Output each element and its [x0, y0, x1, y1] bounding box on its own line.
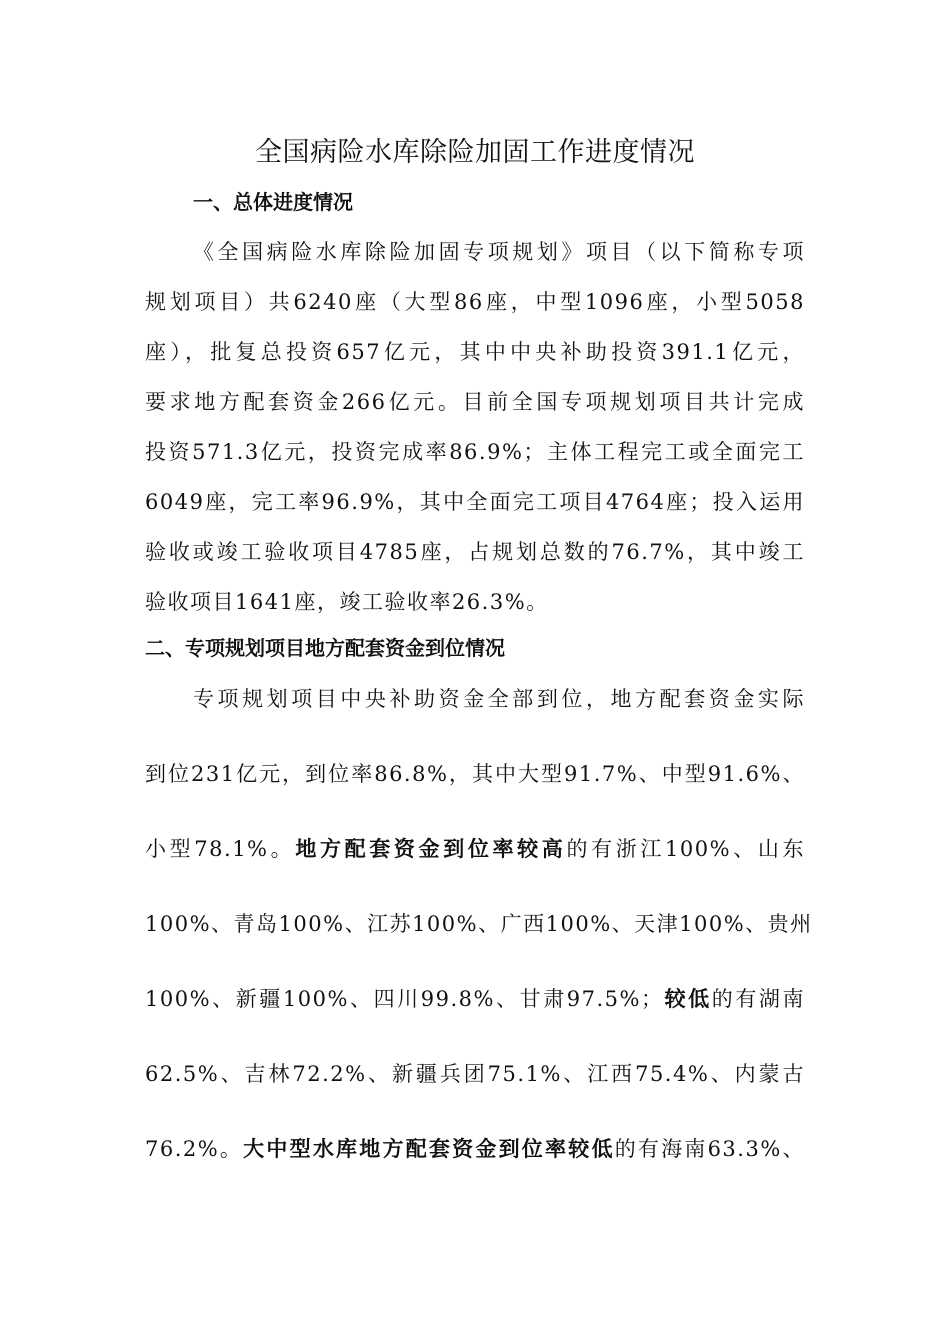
page-title: 全国病险水库除险加固工作进度情况 — [255, 137, 695, 168]
paragraph-line: 《全国病险水库除险加固专项规划》项目（以下简称专项 — [193, 240, 805, 264]
text-run: 的有海南63.3%、 — [614, 1137, 805, 1161]
text-run: 小型78.1%。 — [145, 837, 296, 861]
paragraph-line: 座），批复总投资657亿元，其中中央补助投资391.1亿元， — [145, 340, 805, 364]
paragraph-line: 要求地方配套资金266亿元。目前全国专项规划项目共计完成 — [145, 390, 805, 414]
paragraph-line — [145, 834, 805, 864]
paragraph-line: 规划项目）共6240座（大型86座，中型1096座，小型5058 — [145, 290, 805, 314]
paragraph-line — [145, 1134, 805, 1164]
paragraph-line: 100%、青岛100%、江苏100%、广西100%、天津100%、贵州 — [145, 912, 813, 936]
text-run: 的有浙江100%、山东 — [566, 837, 806, 861]
bold-text-run: 大中型水库地方配套资金到位率较低 — [243, 1136, 615, 1161]
paragraph-line: 验收或竣工验收项目4785座，占规划总数的76.7%，其中竣工 — [145, 540, 805, 564]
section-heading-local-funds: 二、专项规划项目地方配套资金到位情况 — [145, 636, 505, 660]
paragraph-line — [145, 984, 805, 1014]
paragraph-line: 6049座，完工率96.9%，其中全面完工项目4764座；投入运用 — [145, 490, 805, 514]
text-run: 的有湖南 — [711, 987, 805, 1011]
paragraph-line: 专项规划项目中央补助资金全部到位，地方配套资金实际 — [193, 687, 805, 711]
paragraph-line: 验收项目1641座，竣工验收率26.3%。 — [145, 590, 549, 614]
bold-text-run: 较低 — [663, 986, 712, 1011]
text-run: 100%、新疆100%、四川99.8%、甘肃97.5%； — [145, 987, 664, 1011]
bold-text-run: 地方配套资金到位率较高 — [295, 836, 567, 861]
paragraph-line: 62.5%、吉林72.2%、新疆兵团75.1%、江西75.4%、内蒙古 — [145, 1062, 805, 1086]
section-heading-overall-progress: 一、总体进度情况 — [193, 190, 353, 214]
text-run: 76.2%。 — [145, 1137, 244, 1161]
paragraph-line: 投资571.3亿元，投资完成率86.9%；主体工程完工或全面完工 — [145, 440, 805, 464]
paragraph-line: 到位231亿元，到位率86.8%，其中大型91.7%、中型91.6%、 — [145, 762, 805, 786]
